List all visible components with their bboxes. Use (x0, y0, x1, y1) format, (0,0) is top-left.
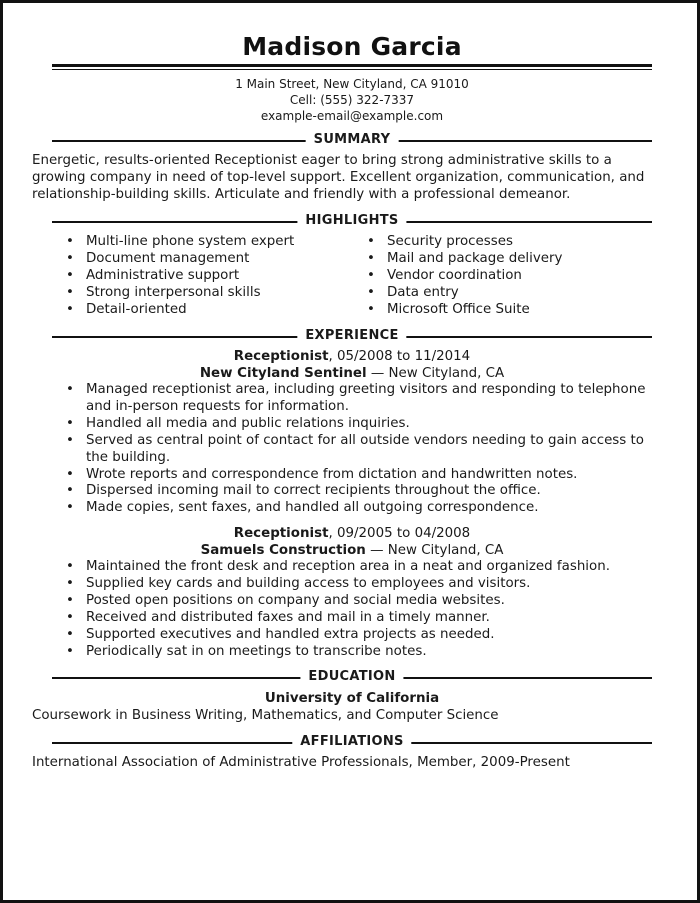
bullet-icon: • (66, 483, 74, 499)
contact-email: example-email@example.com (260, 109, 444, 123)
bullet-icon: • (66, 284, 74, 300)
list-item (353, 251, 652, 268)
list-item-text: Posted open positions on company and social media websites. (86, 592, 505, 608)
highlights-heading (52, 213, 652, 229)
list-item-text: Multi-line phone system expert (86, 234, 295, 249)
list-item-text: Mail and package delivery (387, 250, 563, 266)
bullet-icon: • (66, 432, 74, 448)
job-title: Receptionist (233, 526, 329, 541)
list-item-text: Managed receptionist area, including greeting visitors and responding to telephone and in-person requests for information. (86, 382, 646, 414)
summary-text: Energetic, results-oriented Receptionist eager to bring strong administrative skills to a growing company in need of top-level support. Excellent organization, communication, and relationship-building skills. Articulate and friendly with a professional demeanor. (32, 153, 645, 202)
bullet-icon: • (367, 250, 375, 266)
highlights-left-list (52, 234, 352, 319)
list-item (52, 576, 652, 593)
list-item (52, 416, 652, 433)
list-item-text: Vendor coordination (387, 267, 522, 283)
job-dates: , 09/2005 to 04/2008 (328, 526, 471, 541)
header-rule-thick (52, 64, 652, 67)
list-item (52, 627, 652, 644)
section-title: EXPERIENCE (297, 328, 406, 344)
bullet-icon: • (66, 301, 74, 317)
job-1-duties (52, 382, 652, 517)
list-item (52, 559, 652, 576)
bullet-icon: • (66, 415, 74, 431)
list-item (52, 467, 652, 484)
section-title: SUMMARY (306, 132, 399, 148)
bullet-icon: • (66, 500, 74, 516)
separator: — (370, 366, 385, 381)
job-title-line (52, 348, 652, 365)
bullet-icon: • (66, 466, 74, 482)
list-item (52, 593, 652, 610)
summary-heading (52, 132, 652, 148)
list-item-text: Data entry (387, 284, 459, 300)
list-item (52, 302, 352, 319)
job-dates: , 05/2008 to 11/2014 (328, 349, 471, 364)
list-item (353, 268, 652, 285)
list-item-text: Supported executives and handled extra projects as needed. (86, 626, 495, 642)
bullet-icon: • (66, 382, 74, 397)
bullet-icon: • (367, 234, 375, 249)
list-item-text: Handled all media and public relations inquiries. (86, 415, 410, 431)
list-item (52, 285, 352, 302)
job-2-duties (52, 559, 652, 660)
bullet-icon: • (66, 559, 74, 574)
contact-phone: Cell: (555) 322-7337 (289, 93, 415, 107)
affiliations-text: International Association of Administrative Professionals, Member, 2009-Present (32, 755, 570, 770)
list-item-text: Served as central point of contact for all outside vendors needing to gain access to the building. (86, 432, 644, 465)
job-company-line (52, 365, 652, 382)
bullet-icon: • (66, 267, 74, 283)
list-item (353, 302, 652, 319)
education-heading (52, 669, 652, 685)
list-item (353, 285, 652, 302)
list-item-text: Administrative support (86, 267, 240, 283)
list-item-text: Strong interpersonal skills (86, 284, 261, 300)
list-item-text: Microsoft Office Suite (387, 301, 530, 317)
list-item-text: Document management (86, 250, 250, 266)
list-item-text: Detail-oriented (86, 301, 187, 317)
list-item-text: Maintained the front desk and reception area in a neat and organized fashion. (86, 559, 610, 574)
section-title: EDUCATION (300, 669, 403, 685)
bullet-icon: • (66, 643, 74, 659)
list-item (52, 251, 352, 268)
bullet-icon: • (367, 267, 375, 283)
bullet-icon: • (66, 234, 74, 249)
bullet-icon: • (66, 250, 74, 266)
bullet-icon: • (66, 609, 74, 625)
list-item (52, 433, 652, 467)
bullet-icon: • (367, 301, 375, 317)
company-name: New Cityland Sentinel (199, 366, 367, 381)
list-item-text: Made copies, sent faxes, and handled all outgoing correspondence. (86, 500, 539, 516)
job-title: Receptionist (233, 349, 329, 364)
school-name: University of California (264, 691, 440, 706)
job-title-line (52, 525, 652, 542)
list-item-text: Supplied key cards and building access to employees and visitors. (86, 575, 531, 591)
candidate-name: Madison Garcia (242, 32, 462, 61)
list-item-text: Security processes (387, 234, 513, 249)
list-item (52, 268, 352, 285)
bullet-icon: • (66, 592, 74, 608)
list-item-text: Wrote reports and correspondence from dictation and handwritten notes. (86, 466, 578, 482)
header-rule-thin (52, 69, 652, 70)
list-item-text: Received and distributed faxes and mail in a timely manner. (86, 609, 490, 625)
list-item-text: Dispersed incoming mail to correct recipients throughout the office. (86, 483, 541, 499)
company-location: New Cityland, CA (387, 543, 504, 558)
company-location: New Cityland, CA (388, 366, 505, 381)
job-company-line (52, 542, 652, 559)
experience-heading (52, 328, 652, 344)
list-item (52, 483, 652, 500)
bullet-icon: • (367, 284, 375, 300)
section-title: HIGHLIGHTS (297, 213, 406, 229)
bullet-icon: • (66, 575, 74, 591)
company-name: Samuels Construction (200, 543, 366, 558)
list-item (52, 500, 652, 517)
separator: — (370, 543, 384, 558)
coursework-text: Coursework in Business Writing, Mathematics, and Computer Science (32, 708, 499, 723)
list-item (52, 382, 652, 416)
list-item-text: Periodically sat in on meetings to transcribe notes. (86, 643, 427, 659)
bullet-icon: • (66, 626, 74, 642)
affiliations-heading (52, 734, 652, 750)
section-title: AFFILIATIONS (292, 734, 411, 750)
contact-address: 1 Main Street, New Cityland, CA 91010 (235, 77, 469, 91)
list-item (52, 644, 652, 661)
list-item (52, 610, 652, 627)
list-item (353, 234, 652, 251)
highlights-right-list (353, 234, 652, 319)
list-item (52, 234, 352, 251)
